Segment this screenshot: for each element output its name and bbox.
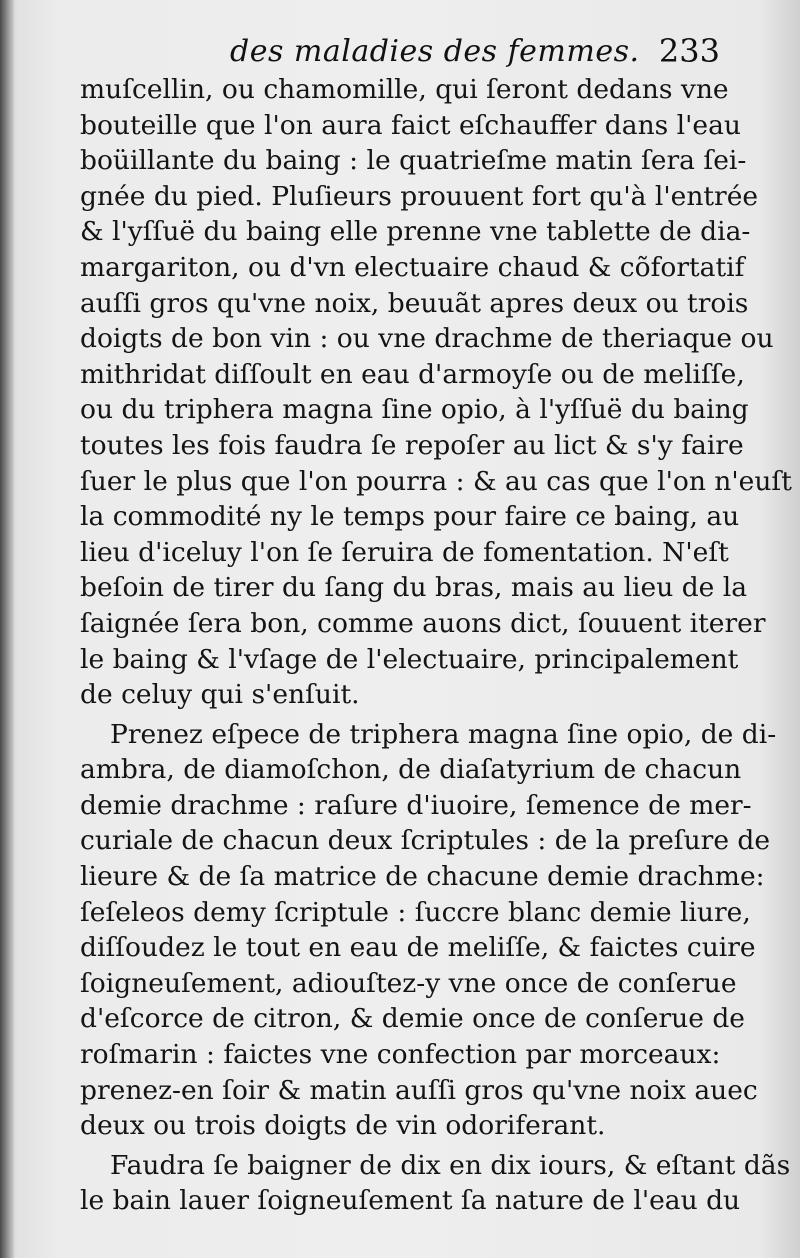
text-line: beſoin de tirer du ſang du bras, mais au lieu de la [80, 572, 748, 604]
text-line: ſoigneuſement, adiouſtez-y vne once de conſerue [80, 967, 737, 999]
text-line: muſcellin, ou chamomille, qui ſeront dedans vne [80, 74, 729, 105]
text-line: curiale de chacun deux ſcriptules : de la preſure de [80, 825, 771, 857]
text-line: gnée du pied. Pluſieurs prouuent fort qu'à l'entrée [80, 180, 759, 212]
page-gutter [0, 0, 14, 1258]
text-line: mithridat diſſoult en eau d'armoyſe ou de meliſſe, [80, 358, 745, 390]
body-text [80, 72, 792, 1219]
text-line: ſeſeleos demy ſcriptule : ſuccre blanc demie liure, [80, 896, 751, 928]
text-line: prenez-en ſoir & matin auſſi gros qu'vne noix auec [80, 1074, 758, 1106]
text-line: le baing & l'vſage de l'electuaire, principalement [80, 643, 739, 675]
text-line: d'eſcorce de citron, & demie once de conſerue de [80, 1003, 745, 1035]
text-line: boüillante du baing : le quatrieſme matin ſera ſei- [80, 145, 747, 177]
text-line: Prenez eſpece de triphera magna ſine opio, de di- [110, 718, 777, 750]
text-line: le bain lauer ſoigneuſement ſa nature de l'eau du [80, 1185, 741, 1217]
text-line: auſſi gros qu'vne noix, beuuãt apres deux ou trois [80, 287, 749, 319]
running-title: des maladies des femmes. [230, 34, 640, 69]
page-header [80, 30, 720, 74]
text-line: roſmarin : faictes vne confection par morceaux: [80, 1039, 721, 1071]
text-line: Faudra ſe baigner de dix en dix iours, & eſtant dãs [110, 1149, 791, 1181]
text-line: deux ou trois doigts de vin odoriferant. [80, 1110, 606, 1142]
text-line: ou du triphera magna ſine opio, à l'yſſuë du baing [80, 394, 749, 426]
text-line: margariton, ou d'vn electuaire chaud & cõfortatif [80, 251, 745, 283]
text-line: la commodité ny le temps pour faire ce baing, au [80, 501, 740, 533]
text-line: lieure & de ſa matrice de chacune demie drachme: [80, 861, 765, 893]
page-number: 233 [658, 32, 720, 70]
text-line: demie drachme : raſure d'iuoire, ſemence de mer- [80, 789, 752, 821]
text-line: bouteille que l'on aura faict eſchauffer dans l'eau [80, 109, 741, 141]
text-line: toutes les fois faudra ſe repoſer au lict & s'y faire [80, 429, 744, 461]
text-line: ſuer le plus que l'on pourra : & au cas que l'on n'euſt [80, 465, 792, 497]
text-line: lieu d'iceluy l'on ſe ſeruira de fomentation. N'eſt [80, 536, 729, 568]
text-line: doigts de bon vin : ou vne drachme de theriaque ou [80, 323, 774, 355]
text-line: & l'yſſuë du baing elle prenne vne tablette de dia- [80, 216, 751, 248]
text-line: ſaignée ſera bon, comme auons dict, ſouuent iterer [80, 607, 766, 639]
text-line: de celuy qui s'enſuit. [80, 679, 360, 711]
text-line: ambra, de diamoſchon, de diaſatyrium de chacun [80, 754, 742, 786]
text-line: diſſoudez le tout en eau de meliſſe, & faictes cuire [80, 932, 756, 964]
